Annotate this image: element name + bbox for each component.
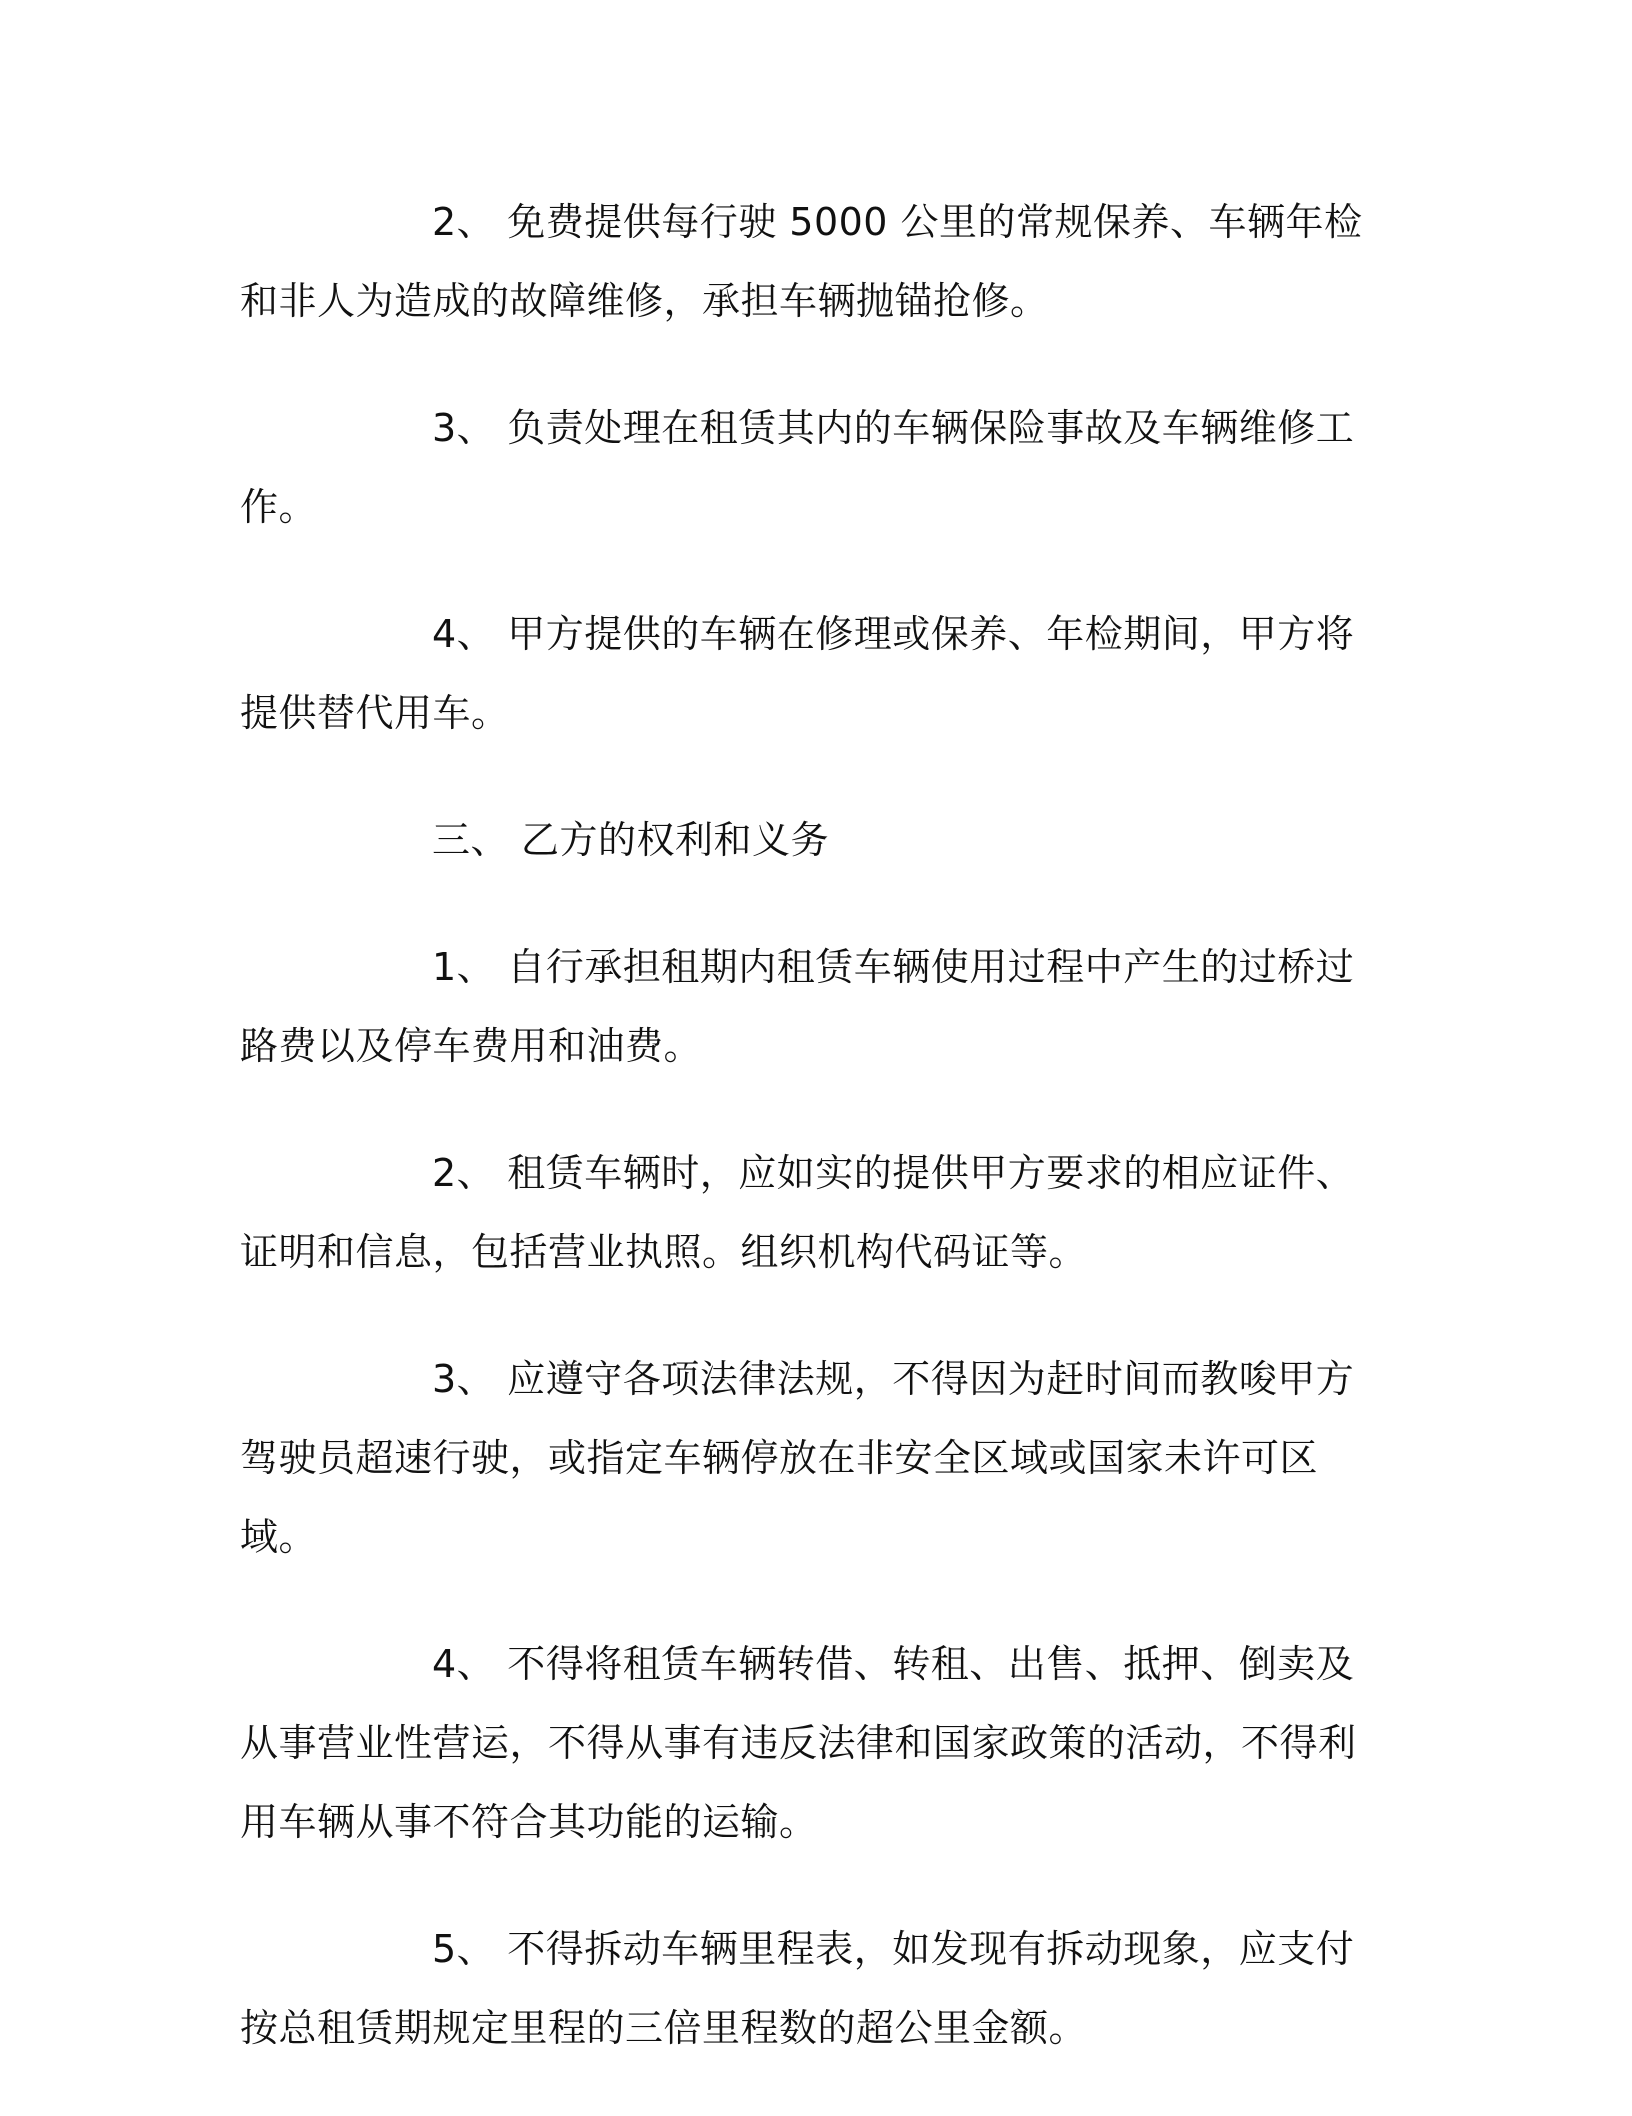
paragraph-party-b-1 [240,928,1370,1086]
item-number: 2、 [432,1151,496,1195]
paragraph-text: 负责处理在租赁其内的车辆保险事故及车辆维修工作。 [240,406,1355,529]
paragraph-obligation-4 [240,595,1370,753]
paragraph-text: 应遵守各项法律法规，不得因为赶时间而教唆甲方驾驶员超速行驶，或指定车辆停放在非安全区域或国家未许可区域。 [240,1357,1355,1559]
paragraph-text: 甲方提供的车辆在修理或保养、年检期间，甲方将提供替代用车。 [240,612,1355,735]
section-title: 乙方的权利和义务 [521,818,830,862]
paragraph-text: 不得拆动车辆里程表，如发现有拆动现象，应支付按总租赁期规定里程的三倍里程数的超公里金额。 [240,1927,1355,2050]
paragraph-party-b-4 [240,1625,1370,1862]
item-number: 5、 [432,1927,496,1971]
item-number: 3、 [432,1357,496,1401]
section-heading [240,801,1370,880]
paragraph-text: 不得将租赁车辆转借、转租、出售、抵押、倒卖及从事营业性营运，不得从事有违反法律和国家政策的活动，不得利用车辆从事不符合其功能的运输。 [240,1642,1357,1844]
paragraph-text: 租赁车辆时，应如实的提供甲方要求的相应证件、证明和信息，包括营业执照。组织机构代码证等。 [240,1151,1355,1274]
item-number: 3、 [432,406,496,450]
item-number: 2、 [432,200,496,244]
item-number: 4、 [432,612,496,656]
paragraph-party-b-5 [240,1910,1370,2068]
item-number: 1、 [432,945,496,989]
paragraph-party-b-3 [240,1340,1370,1577]
document-body [240,183,1370,2116]
paragraph-obligation-2 [240,183,1370,341]
paragraph-party-b-2 [240,1134,1370,1292]
section-number: 三、 [432,818,510,862]
paragraph-text: 免费提供每行驶 5000 公里的常规保养、车辆年检和非人为造成的故障维修，承担车辆抛锚抢修。 [240,200,1363,323]
item-number: 4、 [432,1642,496,1686]
paragraph-obligation-3 [240,389,1370,547]
paragraph-text: 自行承担租期内租赁车辆使用过程中产生的过桥过路费以及停车费用和油费。 [240,945,1355,1068]
